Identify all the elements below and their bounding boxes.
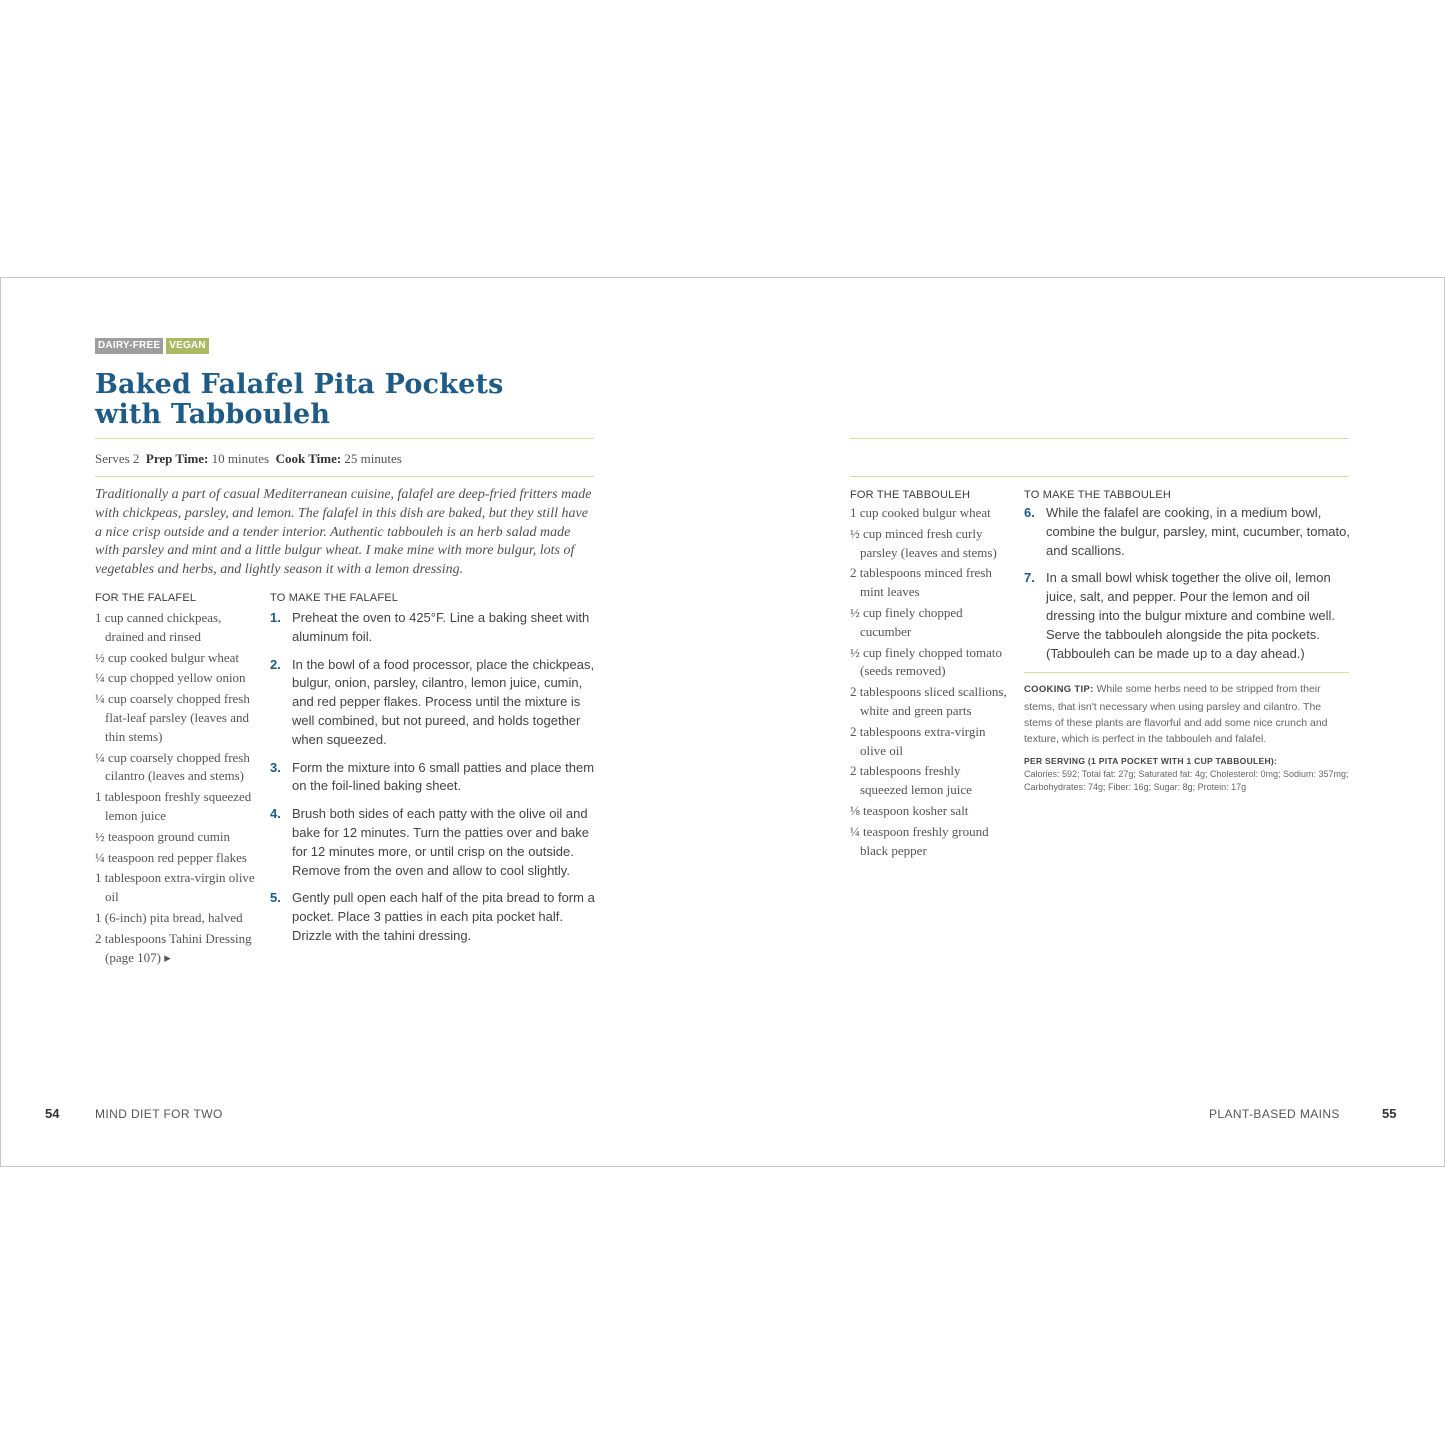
ingredient-item: 2 tablespoons extra-virgin olive oil: [850, 723, 986, 758]
step-item: [270, 759, 596, 797]
ingredient-item: ½ cup minced fresh curly parsley (leaves and stems): [850, 525, 997, 560]
ingredient-item: 2 tablespoons sliced scallions, white and green parts: [850, 684, 1007, 718]
cooking-tip-text: While some herbs need to be stripped from their stems, that isn't necessary when using parsley and cilantro. The stems of these plants are flavorful and add some nice crunch and texture, which is perfect in the tabbouleh and falafel.: [1024, 683, 1328, 745]
step-item: [270, 609, 596, 647]
ingredient-item: ¼ cup coarsely chopped fresh flat-leaf parsley (leaves and thin stems): [95, 691, 250, 744]
step-text: In the bowl of a food processor, place the chickpeas, bulgur, onion, parsley, cilantro, lemon juice, cumin, and red pepper flakes. Process until the mixture is well combined, but not pureed, and holds together when squeezed.: [292, 656, 595, 747]
ingredient-item: ½ cup finely chopped cucumber: [850, 604, 963, 639]
ingredient-item: 1 (6-inch) pita bread, halved: [95, 909, 243, 925]
step-text: While the falafel are cooking, in a medium bowl, combine the bulgur, parsley, mint, cucumber, tomato, and scallions.: [1046, 505, 1350, 558]
tabbouleh-ingredient-list: [850, 504, 1010, 860]
prep-time-label: Prep Time:: [145, 451, 209, 466]
right-top-divider: [850, 438, 1349, 439]
title-divider: [95, 438, 594, 439]
prep-time-value: 10 minutes: [211, 451, 270, 466]
dairy-free-tag: DAIRY-FREE: [95, 338, 163, 354]
ingredient-item: 1 tablespoon freshly squeezed lemon juice: [95, 789, 252, 823]
ingredient-item: 2 tablespoons Tahini Dressing (page 107) ▸: [95, 930, 252, 965]
page-number-right: 55: [1382, 1106, 1397, 1121]
step-number: 6.: [1024, 505, 1035, 520]
ingredient-item: ⅛ teaspoon kosher salt: [850, 802, 969, 818]
tabbouleh-steps-heading: TO MAKE THE TABBOULEH: [1024, 489, 1172, 501]
falafel-ingredients-heading: FOR THE FALAFEL: [95, 592, 197, 604]
step-number: 7.: [1024, 570, 1035, 586]
step-text: In a small bowl whisk together the olive oil, lemon juice, salt, and pepper. Pour the lemon and oil dressing into the bulgur mixture and combine well. Serve the tabbouleh alongside the pita pockets. (Tabbouleh can be made up to a day ahead.): [1046, 570, 1336, 661]
nutrition-label: PER SERVING (1 PITA POCKET WITH 1 CUP TABBOULEH):: [1024, 756, 1278, 767]
falafel-ingredients: [95, 592, 255, 969]
cooking-tip-label: COOKING TIP:: [1024, 684, 1094, 696]
serves-text: Serves 2: [95, 451, 140, 466]
nutrition-info: [1024, 755, 1350, 794]
ingredient-item: ½ cup cooked bulgur wheat: [95, 649, 240, 665]
falafel-steps: [270, 592, 596, 955]
ingredient-item: ¼ teaspoon freshly ground black pepper: [850, 823, 989, 858]
tabbouleh-ingredients: [850, 489, 1010, 862]
diet-tags: [95, 338, 209, 354]
falafel-step-list: [270, 609, 596, 946]
tabbouleh-steps: [1024, 489, 1350, 794]
step-number: 1.: [270, 610, 281, 625]
step-text: Brush both sides of each patty with the olive oil and bake for 12 minutes. Turn the patties over and bake for 12 minutes more, or until crisp on the outside. Remove from the oven and allow to cool slightly.: [292, 806, 590, 878]
tip-divider: [1024, 672, 1349, 673]
recipe-intro: Traditionally a part of casual Mediterranean cuisine, falafel are deep-fried fritters made with chickpeas, parsley, and lemon. The falafel in this dish are baked, but they still have a nice crisp outside and a tender interior. Authentic tabbouleh is an herb salad made with parsley and mint and a little bulgur wheat. I make mine with more bulgur, lots of vegetables and herbs, and lightly season it with a lemon dressing.: [95, 487, 592, 578]
ingredient-item: ½ cup finely chopped tomato (seeds removed): [850, 644, 1002, 679]
cook-time-value: 25 minutes: [344, 451, 402, 466]
ingredient-item: 1 tablespoon extra-virgin olive oil: [95, 870, 255, 905]
recipe-title-line2: with Tabbouleh: [95, 399, 331, 430]
tabbouleh-step-list: [1024, 504, 1350, 663]
ingredient-item: 2 tablespoons minced fresh mint leaves: [850, 565, 992, 600]
ingredient-item: ¼ cup chopped yellow onion: [95, 670, 246, 686]
running-footer-left: MIND DIET FOR TWO: [95, 1107, 223, 1121]
step-item: [270, 889, 596, 945]
falafel-steps-heading: TO MAKE THE FALAFEL: [270, 592, 399, 604]
step-number: 4.: [270, 806, 281, 822]
tabbouleh-ingredients-heading: FOR THE TABBOULEH: [850, 489, 971, 501]
vegan-tag: VEGAN: [166, 338, 209, 354]
running-footer-right: PLANT-BASED MAINS: [1209, 1107, 1340, 1121]
falafel-ingredient-list: [95, 609, 255, 967]
right-second-divider: [850, 476, 1349, 477]
ingredient-item: ¼ teaspoon red pepper flakes: [95, 849, 247, 865]
step-item: [1024, 569, 1350, 663]
meta-divider: [95, 476, 594, 477]
nutrition-text: Calories: 592; Total fat: 27g; Saturated fat: 4g; Cholesterol: 0mg; Sodium: 357mg; Carbohydrates: 74g; Fiber: 16g; Sugar: 8g; Protein: 17g: [1024, 769, 1349, 793]
step-number: 3.: [270, 759, 281, 775]
ingredient-item: 2 tablespoons freshly squeezed lemon juice: [850, 763, 972, 798]
ingredient-item: 1 cup cooked bulgur wheat: [850, 505, 991, 520]
recipe-title-line1: Baked Falafel Pita Pockets: [95, 369, 504, 400]
page-number-left: 54: [45, 1106, 60, 1121]
step-number: 2.: [270, 656, 281, 672]
step-item: [270, 656, 596, 750]
step-text: Gently pull open each half of the pita bread to form a pocket. Place 3 patties in each pita pocket half. Drizzle with the tahini dressing.: [292, 890, 595, 943]
step-item: [270, 805, 596, 880]
ingredient-item: 1 cup canned chickpeas, drained and rinsed: [95, 610, 222, 644]
step-number: 5.: [270, 890, 281, 906]
step-text: Preheat the oven to 425°F. Line a baking sheet with aluminum foil.: [292, 610, 590, 644]
recipe-title: [95, 370, 615, 430]
ingredient-item: ¼ cup coarsely chopped fresh cilantro (leaves and stems): [95, 749, 250, 784]
ingredient-item: ½ teaspoon ground cumin: [95, 828, 231, 844]
cooking-tip: [1024, 681, 1350, 747]
step-item: [1024, 504, 1350, 560]
cook-time-label: Cook Time:: [275, 451, 342, 466]
recipe-meta: [95, 451, 402, 467]
step-text: Form the mixture into 6 small patties and place them on the foil-lined baking sheet.: [292, 759, 595, 794]
